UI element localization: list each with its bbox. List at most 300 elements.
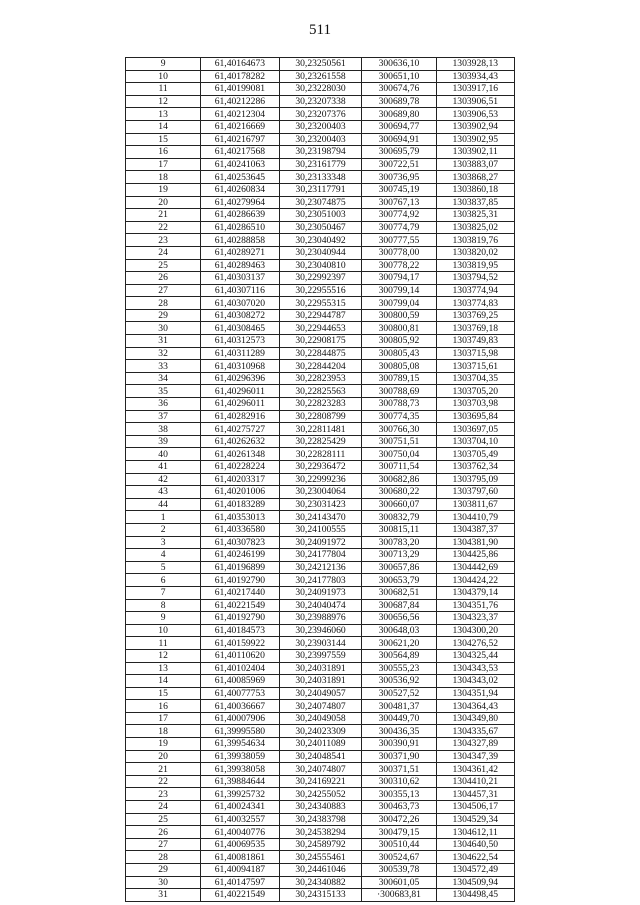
y-coordinate-cell: 1304361,42 bbox=[436, 763, 514, 776]
latitude-cell: 61,40102404 bbox=[201, 662, 279, 675]
latitude-cell: 61,40199081 bbox=[201, 83, 279, 96]
table-row bbox=[126, 586, 515, 599]
longitude-cell: 30,24049058 bbox=[279, 712, 362, 725]
latitude-cell: 61,40307116 bbox=[201, 284, 279, 297]
longitude-cell: 30,24169221 bbox=[279, 775, 362, 788]
longitude-cell: 30,23200403 bbox=[279, 120, 362, 133]
latitude-cell: 61,40216797 bbox=[201, 133, 279, 146]
table-row bbox=[126, 801, 515, 814]
x-coordinate-cell: 300636,10 bbox=[362, 58, 436, 71]
point-number-cell: 23 bbox=[126, 788, 201, 801]
x-coordinate-cell: 300436,35 bbox=[362, 725, 436, 738]
y-coordinate-cell: 1304442,69 bbox=[436, 561, 514, 574]
table-row bbox=[126, 649, 515, 662]
x-coordinate-cell: 300722,51 bbox=[362, 158, 436, 171]
y-coordinate-cell: 1303697,05 bbox=[436, 423, 514, 436]
table-row bbox=[126, 750, 515, 763]
latitude-cell: 61,40192790 bbox=[201, 612, 279, 625]
latitude-cell: 61,40217440 bbox=[201, 586, 279, 599]
longitude-cell: 30,24100555 bbox=[279, 523, 362, 536]
table-row bbox=[126, 851, 515, 864]
longitude-cell: 30,23250561 bbox=[279, 58, 362, 71]
point-number-cell: 4 bbox=[126, 549, 201, 562]
latitude-cell: 61,40203317 bbox=[201, 473, 279, 486]
y-coordinate-cell: 1304335,67 bbox=[436, 725, 514, 738]
x-coordinate-cell: 300687,84 bbox=[362, 599, 436, 612]
longitude-cell: 30,24091972 bbox=[279, 536, 362, 549]
x-coordinate-cell: 300463,73 bbox=[362, 801, 436, 814]
y-coordinate-cell: 1303705,49 bbox=[436, 448, 514, 461]
point-number-cell: 21 bbox=[126, 763, 201, 776]
table-row bbox=[126, 599, 515, 612]
x-coordinate-cell: 300656,56 bbox=[362, 612, 436, 625]
longitude-cell: 30,24049057 bbox=[279, 687, 362, 700]
y-coordinate-cell: 1304323,37 bbox=[436, 612, 514, 625]
y-coordinate-cell: 1303762,34 bbox=[436, 461, 514, 474]
table-row bbox=[126, 423, 515, 436]
longitude-cell: 30,24040474 bbox=[279, 599, 362, 612]
table-row bbox=[126, 838, 515, 851]
table-row bbox=[126, 461, 515, 474]
x-coordinate-cell: 300564,89 bbox=[362, 649, 436, 662]
x-coordinate-cell: 300472,26 bbox=[362, 813, 436, 826]
table-row bbox=[126, 158, 515, 171]
y-coordinate-cell: 1304276,52 bbox=[436, 637, 514, 650]
longitude-cell: 30,24340882 bbox=[279, 876, 362, 889]
x-coordinate-cell: 300621,20 bbox=[362, 637, 436, 650]
point-number-cell: 37 bbox=[126, 410, 201, 423]
point-number-cell: 25 bbox=[126, 813, 201, 826]
longitude-cell: 30,24555461 bbox=[279, 851, 362, 864]
longitude-cell: 30,23988976 bbox=[279, 612, 362, 625]
coordinates-table bbox=[125, 57, 515, 902]
x-coordinate-cell: 300601,05 bbox=[362, 876, 436, 889]
x-coordinate-cell: 300479,15 bbox=[362, 826, 436, 839]
point-number-cell: 14 bbox=[126, 675, 201, 688]
x-coordinate-cell: 300555,23 bbox=[362, 662, 436, 675]
y-coordinate-cell: 1304379,14 bbox=[436, 586, 514, 599]
table-row bbox=[126, 95, 515, 108]
y-coordinate-cell: 1303797,60 bbox=[436, 486, 514, 499]
point-number-cell: 35 bbox=[126, 385, 201, 398]
longitude-cell: 30,24074807 bbox=[279, 700, 362, 713]
longitude-cell: 30,22844875 bbox=[279, 347, 362, 360]
point-number-cell: 1 bbox=[126, 511, 201, 524]
latitude-cell: 61,40147597 bbox=[201, 876, 279, 889]
x-coordinate-cell: 300682,51 bbox=[362, 586, 436, 599]
latitude-cell: 61,40289463 bbox=[201, 259, 279, 272]
x-coordinate-cell: 300694,91 bbox=[362, 133, 436, 146]
latitude-cell: 61,40336580 bbox=[201, 523, 279, 536]
y-coordinate-cell: 1303934,43 bbox=[436, 70, 514, 83]
table-row bbox=[126, 486, 515, 499]
longitude-cell: 30,22811481 bbox=[279, 423, 362, 436]
latitude-cell: 61,40036667 bbox=[201, 700, 279, 713]
latitude-cell: 61,39925732 bbox=[201, 788, 279, 801]
longitude-cell: 30,24031891 bbox=[279, 662, 362, 675]
longitude-cell: 30,23074875 bbox=[279, 196, 362, 209]
latitude-cell: 61,40228224 bbox=[201, 461, 279, 474]
point-number-cell: 14 bbox=[126, 120, 201, 133]
latitude-cell: 61,39938059 bbox=[201, 750, 279, 763]
point-number-cell: 11 bbox=[126, 83, 201, 96]
latitude-cell: 61,40217568 bbox=[201, 146, 279, 159]
x-coordinate-cell: 300745,19 bbox=[362, 183, 436, 196]
y-coordinate-cell: 1304640,50 bbox=[436, 838, 514, 851]
table-row bbox=[126, 448, 515, 461]
latitude-cell: 61,39954634 bbox=[201, 738, 279, 751]
longitude-cell: 30,24074807 bbox=[279, 763, 362, 776]
x-coordinate-cell: 300481,37 bbox=[362, 700, 436, 713]
x-coordinate-cell: 300524,67 bbox=[362, 851, 436, 864]
point-number-cell: 12 bbox=[126, 95, 201, 108]
longitude-cell: 30,23200403 bbox=[279, 133, 362, 146]
longitude-cell: 30,22823953 bbox=[279, 372, 362, 385]
y-coordinate-cell: 1304410,21 bbox=[436, 775, 514, 788]
y-coordinate-cell: 1303769,25 bbox=[436, 309, 514, 322]
y-coordinate-cell: 1303774,83 bbox=[436, 297, 514, 310]
point-number-cell: 16 bbox=[126, 146, 201, 159]
y-coordinate-cell: 1303902,11 bbox=[436, 146, 514, 159]
point-number-cell: 43 bbox=[126, 486, 201, 499]
point-number-cell: 10 bbox=[126, 624, 201, 637]
longitude-cell: 30,23903144 bbox=[279, 637, 362, 650]
latitude-cell: 61,40241063 bbox=[201, 158, 279, 171]
y-coordinate-cell: 1303695,84 bbox=[436, 410, 514, 423]
x-coordinate-cell: 300390,91 bbox=[362, 738, 436, 751]
point-number-cell: 15 bbox=[126, 687, 201, 700]
latitude-cell: 61,40260834 bbox=[201, 183, 279, 196]
x-coordinate-cell: 300680,22 bbox=[362, 486, 436, 499]
latitude-cell: 61,40007906 bbox=[201, 712, 279, 725]
point-number-cell: 21 bbox=[126, 209, 201, 222]
longitude-cell: 30,24212136 bbox=[279, 561, 362, 574]
longitude-cell: 30,22992397 bbox=[279, 272, 362, 285]
point-number-cell: 9 bbox=[126, 58, 201, 71]
table-row bbox=[126, 272, 515, 285]
latitude-cell: 61,40288858 bbox=[201, 234, 279, 247]
x-coordinate-cell: 300736,95 bbox=[362, 171, 436, 184]
longitude-cell: 30,22828111 bbox=[279, 448, 362, 461]
latitude-cell: 61,40310968 bbox=[201, 360, 279, 373]
x-coordinate-cell: 300510,44 bbox=[362, 838, 436, 851]
longitude-cell: 30,22944653 bbox=[279, 322, 362, 335]
point-number-cell: 22 bbox=[126, 221, 201, 234]
point-number-cell: 30 bbox=[126, 876, 201, 889]
longitude-cell: 30,24177804 bbox=[279, 549, 362, 562]
latitude-cell: 61,40296396 bbox=[201, 372, 279, 385]
x-coordinate-cell: 300794,17 bbox=[362, 272, 436, 285]
x-coordinate-cell: 300371,90 bbox=[362, 750, 436, 763]
longitude-cell: 30,23031423 bbox=[279, 498, 362, 511]
x-coordinate-cell: 300653,79 bbox=[362, 574, 436, 587]
y-coordinate-cell: 1304364,43 bbox=[436, 700, 514, 713]
point-number-cell: 25 bbox=[126, 259, 201, 272]
y-coordinate-cell: 1304349,80 bbox=[436, 712, 514, 725]
latitude-cell: 61,40311289 bbox=[201, 347, 279, 360]
latitude-cell: 61,40308465 bbox=[201, 322, 279, 335]
table-row bbox=[126, 372, 515, 385]
table-row bbox=[126, 322, 515, 335]
x-coordinate-cell: 300799,04 bbox=[362, 297, 436, 310]
x-coordinate-cell: 300805,92 bbox=[362, 335, 436, 348]
latitude-cell: 61,40164673 bbox=[201, 58, 279, 71]
point-number-cell: 27 bbox=[126, 838, 201, 851]
table-row bbox=[126, 58, 515, 71]
x-coordinate-cell: 300682,86 bbox=[362, 473, 436, 486]
latitude-cell: 61,40081861 bbox=[201, 851, 279, 864]
point-number-cell: 19 bbox=[126, 183, 201, 196]
x-coordinate-cell: 300674,76 bbox=[362, 83, 436, 96]
table-row bbox=[126, 561, 515, 574]
y-coordinate-cell: 1304387,37 bbox=[436, 523, 514, 536]
x-coordinate-cell: 300778,00 bbox=[362, 246, 436, 259]
y-coordinate-cell: 1304612,11 bbox=[436, 826, 514, 839]
point-number-cell: 2 bbox=[126, 523, 201, 536]
table-row bbox=[126, 549, 515, 562]
point-number-cell: 18 bbox=[126, 171, 201, 184]
table-row bbox=[126, 435, 515, 448]
table-row bbox=[126, 133, 515, 146]
x-coordinate-cell: 300774,35 bbox=[362, 410, 436, 423]
point-number-cell: 39 bbox=[126, 435, 201, 448]
x-coordinate-cell: 300713,29 bbox=[362, 549, 436, 562]
y-coordinate-cell: 1303819,95 bbox=[436, 259, 514, 272]
point-number-cell: 9 bbox=[126, 612, 201, 625]
longitude-cell: 30,24023309 bbox=[279, 725, 362, 738]
longitude-cell: 30,22955516 bbox=[279, 284, 362, 297]
latitude-cell: 61,40212304 bbox=[201, 108, 279, 121]
table-row bbox=[126, 146, 515, 159]
y-coordinate-cell: 1304410,79 bbox=[436, 511, 514, 524]
x-coordinate-cell: 300449,70 bbox=[362, 712, 436, 725]
point-number-cell: 29 bbox=[126, 864, 201, 877]
x-coordinate-cell: 300527,52 bbox=[362, 687, 436, 700]
table-row bbox=[126, 712, 515, 725]
longitude-cell: 30,23261558 bbox=[279, 70, 362, 83]
y-coordinate-cell: 1304343,53 bbox=[436, 662, 514, 675]
longitude-cell: 30,24177803 bbox=[279, 574, 362, 587]
x-coordinate-cell: 300310,62 bbox=[362, 775, 436, 788]
x-coordinate-cell: 300355,13 bbox=[362, 788, 436, 801]
point-number-cell: 19 bbox=[126, 738, 201, 751]
x-coordinate-cell: 300648,03 bbox=[362, 624, 436, 637]
longitude-cell: 30,24340883 bbox=[279, 801, 362, 814]
x-coordinate-cell: 300789,15 bbox=[362, 372, 436, 385]
longitude-cell: 30,24048541 bbox=[279, 750, 362, 763]
latitude-cell: 61,40110620 bbox=[201, 649, 279, 662]
longitude-cell: 30,22844204 bbox=[279, 360, 362, 373]
table-row bbox=[126, 687, 515, 700]
table-row bbox=[126, 536, 515, 549]
y-coordinate-cell: 1303883,07 bbox=[436, 158, 514, 171]
latitude-cell: 61,40353013 bbox=[201, 511, 279, 524]
longitude-cell: 30,24315133 bbox=[279, 889, 362, 902]
y-coordinate-cell: 1303794,52 bbox=[436, 272, 514, 285]
point-number-cell: 32 bbox=[126, 347, 201, 360]
x-coordinate-cell: 300689,78 bbox=[362, 95, 436, 108]
point-number-cell: 28 bbox=[126, 851, 201, 864]
x-coordinate-cell: 300800,59 bbox=[362, 309, 436, 322]
longitude-cell: 30,22908175 bbox=[279, 335, 362, 348]
longitude-cell: 30,23997559 bbox=[279, 649, 362, 662]
table-row bbox=[126, 612, 515, 625]
x-coordinate-cell: 300371,51 bbox=[362, 763, 436, 776]
y-coordinate-cell: 1304327,89 bbox=[436, 738, 514, 751]
point-number-cell: 34 bbox=[126, 372, 201, 385]
longitude-cell: 30,23117791 bbox=[279, 183, 362, 196]
longitude-cell: 30,23198794 bbox=[279, 146, 362, 159]
point-number-cell: 41 bbox=[126, 461, 201, 474]
latitude-cell: 61,40196899 bbox=[201, 561, 279, 574]
latitude-cell: 61,39995580 bbox=[201, 725, 279, 738]
table-row bbox=[126, 70, 515, 83]
table-row bbox=[126, 360, 515, 373]
table-row bbox=[126, 246, 515, 259]
longitude-cell: 30,24011089 bbox=[279, 738, 362, 751]
point-number-cell: 7 bbox=[126, 586, 201, 599]
longitude-cell: 30,24091973 bbox=[279, 586, 362, 599]
x-coordinate-cell: 300799,14 bbox=[362, 284, 436, 297]
longitude-cell: 30,22999236 bbox=[279, 473, 362, 486]
x-coordinate-cell: 300767,13 bbox=[362, 196, 436, 209]
longitude-cell: 30,24538294 bbox=[279, 826, 362, 839]
longitude-cell: 30,24589792 bbox=[279, 838, 362, 851]
point-number-cell: 20 bbox=[126, 196, 201, 209]
latitude-cell: 61,40085969 bbox=[201, 675, 279, 688]
point-number-cell: 13 bbox=[126, 662, 201, 675]
point-number-cell: 24 bbox=[126, 246, 201, 259]
point-number-cell: 38 bbox=[126, 423, 201, 436]
table-row bbox=[126, 788, 515, 801]
latitude-cell: 61,40216669 bbox=[201, 120, 279, 133]
latitude-cell: 61,40312573 bbox=[201, 335, 279, 348]
longitude-cell: 30,22936472 bbox=[279, 461, 362, 474]
table-row bbox=[126, 171, 515, 184]
point-number-cell: 17 bbox=[126, 712, 201, 725]
y-coordinate-cell: 1304381,90 bbox=[436, 536, 514, 549]
y-coordinate-cell: 1303928,13 bbox=[436, 58, 514, 71]
longitude-cell: 30,22825563 bbox=[279, 385, 362, 398]
longitude-cell: 30,23207338 bbox=[279, 95, 362, 108]
y-coordinate-cell: 1303825,31 bbox=[436, 209, 514, 222]
point-number-cell: 28 bbox=[126, 297, 201, 310]
point-number-cell: 6 bbox=[126, 574, 201, 587]
y-coordinate-cell: 1303715,98 bbox=[436, 347, 514, 360]
y-coordinate-cell: 1303774,94 bbox=[436, 284, 514, 297]
point-number-cell: 26 bbox=[126, 826, 201, 839]
longitude-cell: 30,22823283 bbox=[279, 398, 362, 411]
table-row bbox=[126, 826, 515, 839]
y-coordinate-cell: 1304506,17 bbox=[436, 801, 514, 814]
latitude-cell: 61,40069535 bbox=[201, 838, 279, 851]
coordinates-table-body bbox=[126, 58, 515, 902]
x-coordinate-cell: 300711,54 bbox=[362, 461, 436, 474]
y-coordinate-cell: 1303902,94 bbox=[436, 120, 514, 133]
table-row bbox=[126, 347, 515, 360]
longitude-cell: 30,23050467 bbox=[279, 221, 362, 234]
point-number-cell: 31 bbox=[126, 889, 201, 902]
y-coordinate-cell: 1304457,31 bbox=[436, 788, 514, 801]
latitude-cell: 61,40201006 bbox=[201, 486, 279, 499]
point-number-cell: 17 bbox=[126, 158, 201, 171]
table-row bbox=[126, 309, 515, 322]
latitude-cell: 61,40024341 bbox=[201, 801, 279, 814]
table-row bbox=[126, 221, 515, 234]
y-coordinate-cell: 1303820,02 bbox=[436, 246, 514, 259]
y-coordinate-cell: 1304424,22 bbox=[436, 574, 514, 587]
y-coordinate-cell: 1304425,86 bbox=[436, 549, 514, 562]
point-number-cell: 31 bbox=[126, 335, 201, 348]
latitude-cell: 61,40221549 bbox=[201, 599, 279, 612]
longitude-cell: 30,23040944 bbox=[279, 246, 362, 259]
point-number-cell: 23 bbox=[126, 234, 201, 247]
table-row bbox=[126, 725, 515, 738]
latitude-cell: 61,40307020 bbox=[201, 297, 279, 310]
y-coordinate-cell: 1303906,53 bbox=[436, 108, 514, 121]
latitude-cell: 61,40032557 bbox=[201, 813, 279, 826]
table-row bbox=[126, 813, 515, 826]
x-coordinate-cell: 300788,69 bbox=[362, 385, 436, 398]
table-row bbox=[126, 624, 515, 637]
x-coordinate-cell: 300766,30 bbox=[362, 423, 436, 436]
point-number-cell: 30 bbox=[126, 322, 201, 335]
y-coordinate-cell: 1304300,20 bbox=[436, 624, 514, 637]
longitude-cell: 30,23946060 bbox=[279, 624, 362, 637]
y-coordinate-cell: 1303917,16 bbox=[436, 83, 514, 96]
longitude-cell: 30,24031891 bbox=[279, 675, 362, 688]
latitude-cell: 61,40282916 bbox=[201, 410, 279, 423]
y-coordinate-cell: 1303902,95 bbox=[436, 133, 514, 146]
x-coordinate-cell: 300788,73 bbox=[362, 398, 436, 411]
x-coordinate-cell: 300689,80 bbox=[362, 108, 436, 121]
latitude-cell: 61,40221549 bbox=[201, 889, 279, 902]
y-coordinate-cell: 1303704,35 bbox=[436, 372, 514, 385]
y-coordinate-cell: 1304529,34 bbox=[436, 813, 514, 826]
point-number-cell: 27 bbox=[126, 284, 201, 297]
table-row bbox=[126, 297, 515, 310]
point-number-cell: 36 bbox=[126, 398, 201, 411]
x-coordinate-cell: 300660,07 bbox=[362, 498, 436, 511]
longitude-cell: 30,23040492 bbox=[279, 234, 362, 247]
latitude-cell: 61,40296011 bbox=[201, 398, 279, 411]
y-coordinate-cell: 1304351,76 bbox=[436, 599, 514, 612]
table-row bbox=[126, 234, 515, 247]
table-row bbox=[126, 675, 515, 688]
table-row bbox=[126, 473, 515, 486]
table-row bbox=[126, 335, 515, 348]
table-row bbox=[126, 523, 515, 536]
latitude-cell: 61,40178282 bbox=[201, 70, 279, 83]
latitude-cell: 61,39938058 bbox=[201, 763, 279, 776]
table-row bbox=[126, 864, 515, 877]
point-number-cell: 24 bbox=[126, 801, 201, 814]
point-number-cell: 40 bbox=[126, 448, 201, 461]
y-coordinate-cell: 1303819,76 bbox=[436, 234, 514, 247]
point-number-cell: 42 bbox=[126, 473, 201, 486]
latitude-cell: 61,40286510 bbox=[201, 221, 279, 234]
table-row bbox=[126, 209, 515, 222]
point-number-cell: 13 bbox=[126, 108, 201, 121]
point-number-cell: 11 bbox=[126, 637, 201, 650]
x-coordinate-cell: ·300683,81 bbox=[362, 889, 436, 902]
point-number-cell: 10 bbox=[126, 70, 201, 83]
table-row bbox=[126, 398, 515, 411]
point-number-cell: 44 bbox=[126, 498, 201, 511]
x-coordinate-cell: 300805,43 bbox=[362, 347, 436, 360]
latitude-cell: 61,40286639 bbox=[201, 209, 279, 222]
latitude-cell: 61,40307823 bbox=[201, 536, 279, 549]
